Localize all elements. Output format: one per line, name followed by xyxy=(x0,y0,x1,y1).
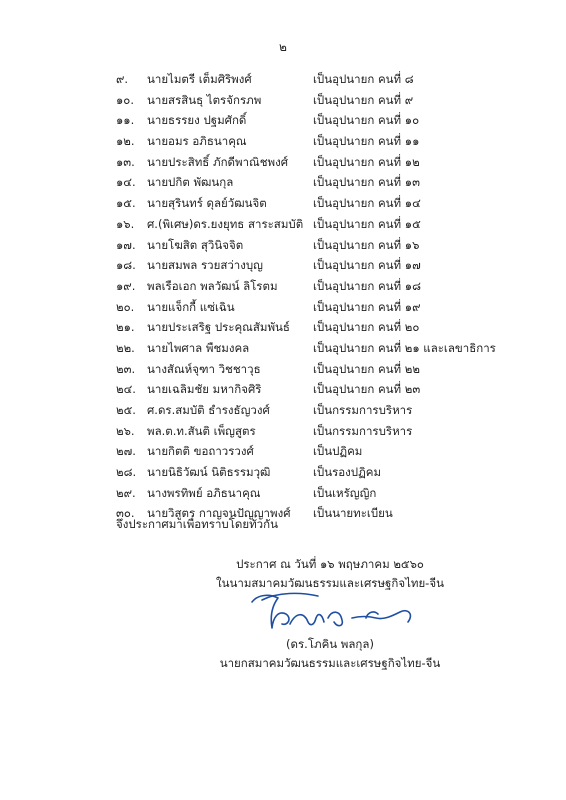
member-position: เป็นอุปนายก คนที่ ๒๐ xyxy=(313,320,420,335)
member-name: นายแจ็กกี้ แซ่เฉิน xyxy=(147,299,235,314)
member-position: เป็นอุปนายก คนที่ ๒๑ และเลขาธิการ xyxy=(313,340,496,355)
member-row xyxy=(0,276,566,297)
member-row xyxy=(0,110,566,131)
handwritten-signature xyxy=(248,588,423,634)
member-name: นายนิธิวัฒน์ นิติธรรมวุฒิ xyxy=(147,465,271,480)
member-row xyxy=(0,441,566,462)
announcement-text: จึงประกาศมาเพื่อทราบโดยทั่วกัน xyxy=(116,517,278,531)
member-position: เป็นอุปนายก คนที่ ๑๓ xyxy=(313,175,420,190)
member-name: นายประสิทธิ์ ภักดีพาณิชพงศ์ xyxy=(147,154,289,169)
member-number: ๑๗. xyxy=(116,237,136,252)
member-name: นางสัณห์จุฑา วิชชาวุธ xyxy=(147,361,261,376)
member-position: เป็นอุปนายก คนที่ ๑๒ xyxy=(313,154,420,169)
signature-stroke xyxy=(252,595,289,628)
member-name: นายไพศาล พืชมงคล xyxy=(147,340,250,355)
member-number: ๑๒. xyxy=(116,134,135,149)
member-name: ศ.(พิเศษ)ดร.ยงยุทธ สาระสมบัติ xyxy=(147,216,304,231)
member-row xyxy=(0,317,566,338)
member-name: นายสรสินธุ ไตรจักรภพ xyxy=(147,92,262,107)
member-position: เป็นอุปนายก คนที่ ๙ xyxy=(313,92,414,107)
member-number: ๑๙. xyxy=(116,278,136,293)
member-number: ๒๔. xyxy=(116,382,136,397)
member-position: เป็นอุปนายก คนที่ ๑๔ xyxy=(313,196,421,211)
member-name: นายประเสริฐ ประคุณสัมพันธ์ xyxy=(147,320,290,335)
member-name: นายปกิต พัฒนกุล xyxy=(147,175,234,190)
member-number: ๙. xyxy=(116,72,129,86)
member-row xyxy=(0,421,566,442)
signer-title: นายกสมาคมวัฒนธรรมและเศรษฐกิจไทย-จีน xyxy=(219,656,441,670)
member-number: ๓๐. xyxy=(116,506,135,521)
member-row xyxy=(0,462,566,483)
member-position: เป็นอุปนายก คนที่ ๒๓ xyxy=(313,382,421,397)
member-row xyxy=(0,172,566,193)
member-row xyxy=(0,255,566,276)
member-position: เป็นอุปนายก คนที่ ๑๙ xyxy=(313,299,421,314)
member-number: ๑๖. xyxy=(116,216,135,231)
member-position: เป็นอุปนายก คนที่ ๘ xyxy=(313,72,414,86)
signature-stroke xyxy=(262,593,318,600)
member-row xyxy=(0,152,566,173)
member-number: ๒๒. xyxy=(116,340,135,355)
member-row xyxy=(0,483,566,504)
page-number: ๒ xyxy=(279,40,287,54)
member-number: ๑๑. xyxy=(116,113,135,128)
member-row xyxy=(0,297,566,318)
member-position: เป็นเหรัญญิก xyxy=(313,485,377,500)
member-name: นายโฆสิต สุวินิจจิต xyxy=(147,237,244,252)
member-row xyxy=(0,214,566,235)
member-number: ๒๗. xyxy=(116,444,136,459)
member-row xyxy=(0,90,566,111)
member-name: นายวิสูตร กาญจนปัญญาพงศ์ xyxy=(147,506,291,521)
member-row xyxy=(0,69,566,90)
member-position: เป็นปฏิคม xyxy=(313,444,363,459)
member-row xyxy=(0,359,566,380)
member-position: เป็นอุปนายก คนที่ ๑๕ xyxy=(313,216,421,231)
member-row xyxy=(0,235,566,256)
member-number: ๒๐. xyxy=(116,299,135,314)
member-position: เป็นอุปนายก คนที่ ๑๖ xyxy=(313,237,420,252)
member-number: ๒๑. xyxy=(116,320,135,335)
member-name: นายกิตติ ขอถาวรวงศ์ xyxy=(147,444,254,459)
member-name: นายธรรยง ปฐมศักดิ์ xyxy=(147,113,247,128)
member-name: นายไมตรี เต็มศิริพงศ์ xyxy=(147,72,252,86)
member-row xyxy=(0,338,566,359)
member-position: เป็นกรรมการบริหาร xyxy=(313,423,413,438)
member-row xyxy=(0,131,566,152)
member-name: พลเรือเอก พลวัฒน์ ลิโรตม xyxy=(147,278,278,293)
signature-stroke xyxy=(290,615,324,625)
member-number: ๒๕. xyxy=(116,403,136,417)
member-number: ๒๙. xyxy=(116,485,136,500)
member-number: ๒๖. xyxy=(116,423,135,438)
member-position: เป็นอุปนายก คนที่ ๒๒ xyxy=(313,361,420,376)
member-number: ๒๘. xyxy=(116,465,137,480)
signer-name: (ดร.โภคิน พลกุล) xyxy=(286,637,374,651)
member-name: นายสุรินทร์ ดุลย์วัฒนจิต xyxy=(147,196,267,211)
member-position: เป็นอุปนายก คนที่ ๑๘ xyxy=(313,278,421,293)
member-number: ๑๕. xyxy=(116,196,136,211)
member-position: เป็นอุปนายก คนที่ ๑๗ xyxy=(313,258,421,273)
member-list xyxy=(0,69,566,524)
member-number: ๑๐. xyxy=(116,92,134,107)
member-position: เป็นอุปนายก คนที่ ๑๑ xyxy=(313,134,420,149)
member-name: นางพรทิพย์ อภิธนาคุณ xyxy=(147,485,261,500)
member-row xyxy=(0,400,566,421)
member-name: ศ.ดร.สมบัติ ธำรงธัญวงศ์ xyxy=(147,403,270,417)
member-position: เป็นรองปฏิคม xyxy=(313,465,382,480)
member-row xyxy=(0,379,566,400)
member-row xyxy=(0,193,566,214)
member-position: เป็นนายทะเบียน xyxy=(313,506,393,521)
member-name: นายเฉลิมชัย มหากิจศิริ xyxy=(147,382,262,397)
member-row xyxy=(0,503,566,524)
member-number: ๒๓. xyxy=(116,361,136,376)
member-position: เป็นอุปนายก คนที่ ๑๐ xyxy=(313,113,420,128)
member-name: นายสมพล รวยสว่างบุญ xyxy=(147,258,263,273)
signature-stroke xyxy=(328,612,342,625)
member-number: ๑๔. xyxy=(116,175,136,190)
member-number: ๑๓. xyxy=(116,154,135,169)
on-behalf-line: ในนามสมาคมวัฒนธรรมและเศรษฐกิจไทย-จีน xyxy=(216,576,444,590)
member-name: พล.ต.ท.สันติ เพ็ญสูตร xyxy=(147,423,256,438)
member-number: ๑๘. xyxy=(116,258,136,273)
announcement-date: ประกาศ ณ วันที่ ๑๖ พฤษภาคม ๒๕๖๐ xyxy=(236,557,424,571)
member-name: นายอมร อภิธนาคุณ xyxy=(147,134,247,149)
member-position: เป็นกรรมการบริหาร xyxy=(313,403,413,417)
signature-stroke xyxy=(352,611,410,622)
